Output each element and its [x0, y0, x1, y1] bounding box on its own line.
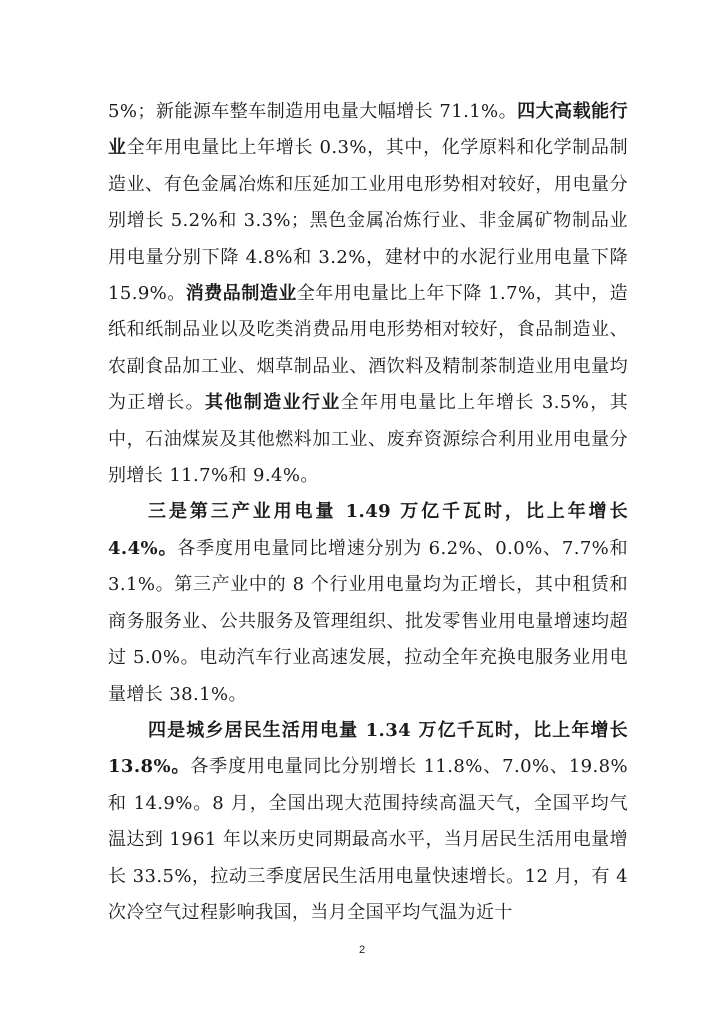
- text-run: 各季度用电量同比增速分别为 6.2%、0.0%、7.7%和 3.1%。第三产业中的 8 个行业用电量均为正增长，其中租赁和商务服务业、公共服务及管理组织、批发零售业用电量增速均超过 5.0%。电动汽车行业高速发展，拉动全年充换电服务业用电量增长 38.1%。: [108, 537, 629, 705]
- paragraph-tertiary-industry: [108, 494, 628, 712]
- bold-lead-sentence: 四是城乡居民生活用电量 1.34 万亿千瓦时，比上年增长 13.8%。: [108, 719, 628, 778]
- text-run: 各季度用电量同比分别增长 11.8%、7.0%、19.8%和 14.9%。8 月，全国出现大范围持续高温天气，全国平均气温达到 1961 年以来历史同期最高水平，当月居民生活用电量增长 33.5%，拉动三季度居民生活用电量快速增长。12 月，有 4 次冷空气过程影响我国，当月全国平均气温为近十: [108, 756, 629, 923]
- bold-heading-other-manufacturing: 其他制造业行业: [205, 392, 341, 414]
- bold-heading-four-energy-intensive: 四大高载能行业: [108, 101, 628, 159]
- text-run: 5%；新能源车整车制造用电量大幅增长 71.1%。: [108, 101, 518, 122]
- text-run: 全年用电量比上年增长 3.5%，其中，石油煤炭及其他燃料加工业、废弃资源综合利用业用电量分别增长 11.7%和 9.4%。: [108, 392, 629, 487]
- document-body: [108, 94, 628, 931]
- page-number: 2: [358, 944, 366, 956]
- paragraph-residential: [108, 713, 628, 931]
- bold-lead-sentence: 三是第三产业用电量 1.49 万亿千瓦时，比上年增长 4.4%。: [108, 501, 628, 559]
- text-run: 全年用电量比上年增长 0.3%，其中，化学原料和化学制品制造业、有色金属冶炼和压延加工业用电形势相对较好，用电量分别增长 5.2%和 3.3%；黑色金属冶炼行业、非金属矿物制品业用电量分别下降 4.8%和 3.2%，建材中的水泥行业用电量下降 15.9%。: [108, 137, 628, 305]
- text-run: 全年用电量比上年下降 1.7%，其中，造纸和纸制品业以及吃类消费品用电形势相对较好，食品制造业、农副食品加工业、烟草制品业、酒饮料及精制茶制造业用电量均为正增长。: [108, 283, 628, 414]
- bold-heading-consumer-goods: 消费品制造业: [185, 283, 297, 305]
- paragraph-industry-continued: [108, 94, 628, 494]
